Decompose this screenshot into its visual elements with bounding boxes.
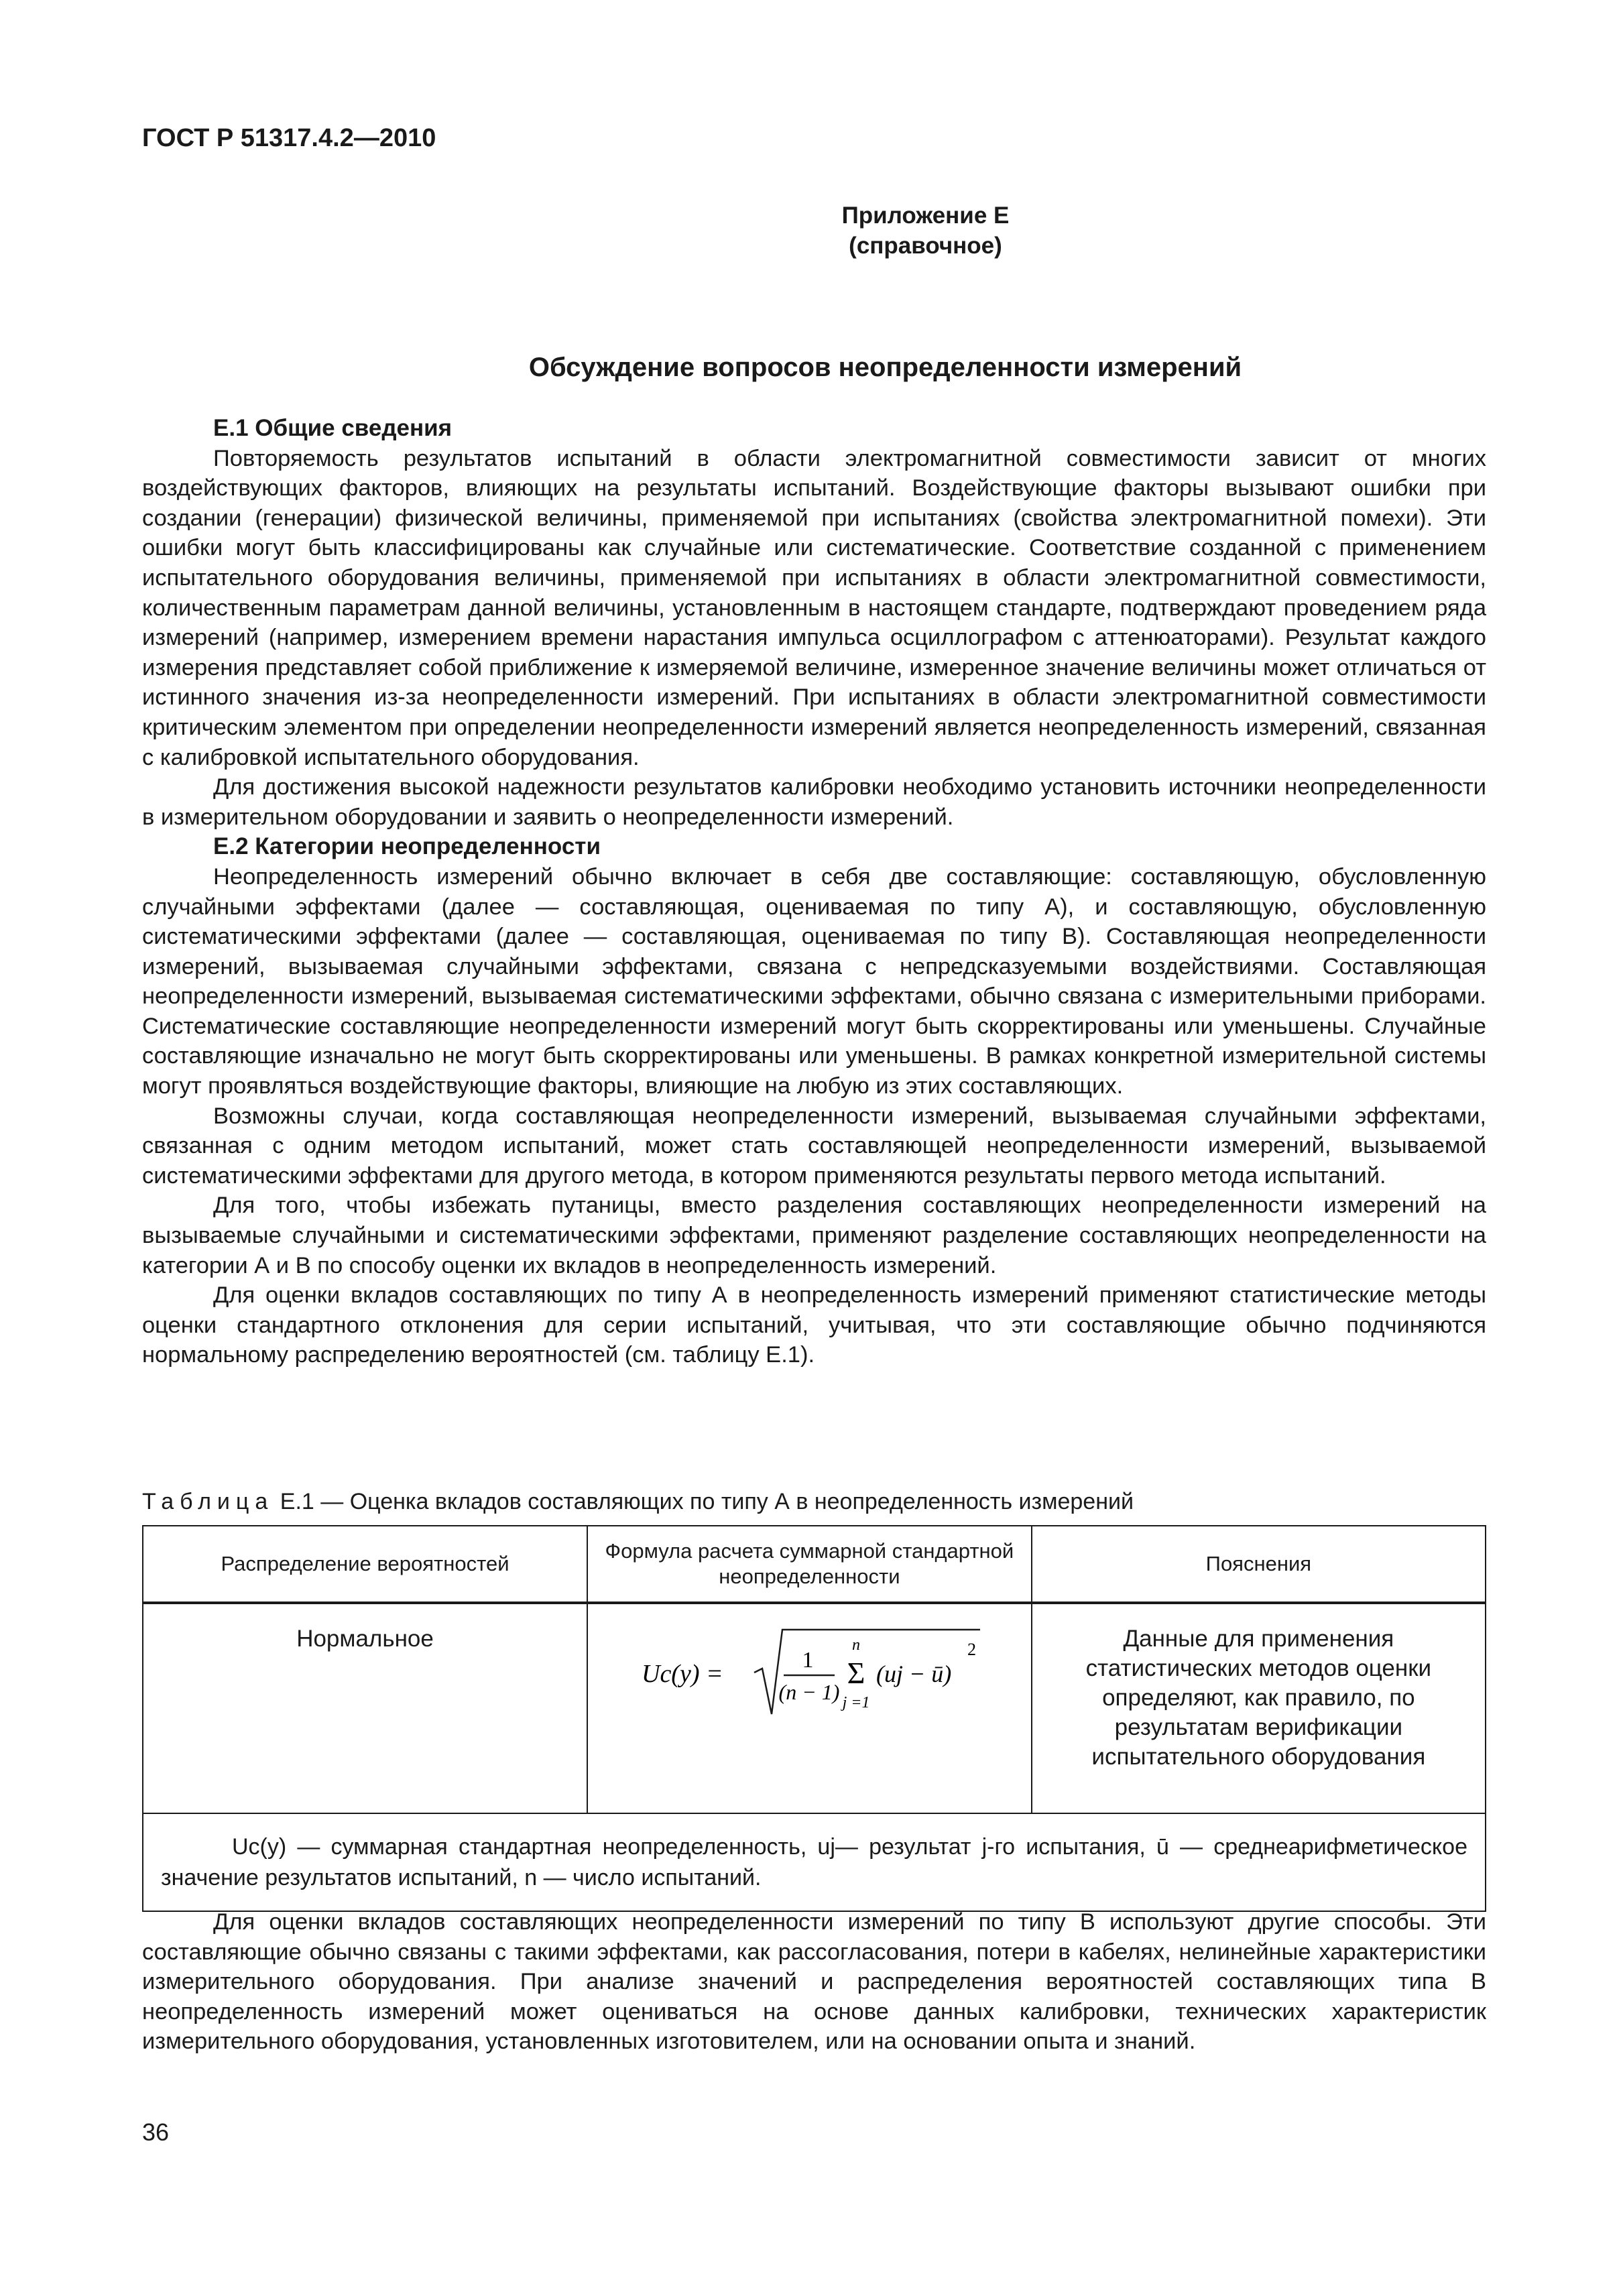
paragraph: Для оценки вкладов составляющих по типу А в неопределенность измерений применяют статистические методы оценки стандартного отклонения для серии испытаний, учитывая, что эти составляющие обычно подчиняются нормальному распределению вероятностей (см. таблицу Е.1). xyxy=(142,1282,1486,1368)
table-header-cell: Распределение вероятностей xyxy=(143,1526,587,1603)
document-code: ГОСТ Р 51317.4.2—2010 xyxy=(142,124,436,152)
appendix-type: (справочное) xyxy=(849,233,1002,259)
paragraph: Для оценки вкладов составляющих неопределенности измерений по типу В используют другие способы. Эти составляющие обычно связаны с такими эффектами, как рассогласования, потери в кабелях, нелинейные характеристики измерительного оборудования. При анализе значений и распределения вероятностей составляющих типа В неопределенность измерений может оцениваться на основе данных калибровки, технических характеристик измерительного оборудования, установленных изготовителем, или на основании опыта и знаний. xyxy=(142,1909,1486,2055)
section-heading: Е.1 Общие сведения xyxy=(213,415,453,441)
explanation-cell: Данные для применения статистических методов оценки определяют, как правило, по результатам верификации испытательного оборудования xyxy=(1032,1603,1486,1813)
table-header-row xyxy=(143,1526,1486,1603)
table-caption-text: Е.1 — Оценка вкладов составляющих по типу А в неопределенность измерений xyxy=(280,1489,1134,1514)
paragraph: Неопределенность измерений обычно включает в себя две составляющие: составляющую, обусловленную случайными эффектами (далее — составляющая, оцениваемая по типу А), и составляющую, обусловленную систематическими эффектами (далее — составляющая, оцениваемая по типу В). Составляющая неопределенности измерений, вызываемая случайными эффектами, связана с непредсказуемыми воздействиями. Составляющая неопределенности измерений, вызываемая систематическими эффектами, обычно связана с измерительными приборами. Систематические составляющие неопределенности измерений могут быть скорректированы или уменьшены. Случайные составляющие изначально не могут быть скорректированы или уменьшены. В рамках конкретной измерительной системы могут проявляться воздействующие факторы, влияющие на любую из этих составляющих. xyxy=(142,863,1486,1099)
formula-graphic xyxy=(635,1620,983,1728)
appendix-label: Приложение Е xyxy=(841,202,1010,229)
paragraph: Для достижения высокой надежности результатов калибровки необходимо установить источники неопределенности в измерительном оборудовании и заявить о неопределенности измерений. xyxy=(142,774,1486,830)
sum-lower-limit: j =1 xyxy=(842,1694,870,1711)
sum-icon: Σ xyxy=(847,1656,865,1690)
paragraph: Повторяемость результатов испытаний в области электромагнитной совместимости зависит от многих воздействующих факторов, влияющих на результаты испытаний. Воздействующие факторы вызывают ошибки при создании (генерации) физической величины, применяемой при испытаниях (свойства электромагнитной помехи). Эти ошибки могут быть классифицированы как случайные или систематические. Соответствие созданной с применением испытательного оборудования величины, применяемой при испытаниях в области электромагнитной совместимости, количественным параметрам данной величины, установленным в настоящем стандарте, подтверждают проведением ряда измерений (например, измерением времени нарастания импульса осциллографом с аттенюаторами). Результат каждого измерения представляет собой приближение к измеряемой величине, измеренное значение величины может отличаться от истинного значения из-за неопределенности измерений. При испытаниях в области электромагнитной совместимости критическим элементом при определении неопределенности измерений является неопределенность измерений, связанная с калибровкой испытательного оборудования. xyxy=(142,445,1486,770)
table-note-text: Uc(y) — суммарная стандартная неопределенность, uj— результат j-го испытания, ū — среднеарифметическое значение результатов испытаний, n — число испытаний. xyxy=(161,1834,1467,1890)
paragraph: Возможны случаи, когда составляющая неопределенности измерений, вызываемая случайными эффектами, связанная с одним методом испытаний, может стать составляющей неопределенности измерений, вызываемой систематическими эффектами для другого метода, в котором применяются результаты первого метода испытаний. xyxy=(142,1103,1486,1189)
main-text xyxy=(142,414,1486,1370)
table-note xyxy=(143,1813,1486,1911)
section-heading: Е.2 Категории неопределенности xyxy=(213,833,601,860)
table-caption-word: Таблица xyxy=(142,1489,274,1514)
after-table-text xyxy=(142,1907,1486,2057)
formula-lhs: Uc(y) = xyxy=(642,1660,724,1688)
table-note-row xyxy=(143,1813,1486,1911)
formula-cell xyxy=(587,1603,1032,1813)
paragraph: Для того, чтобы избежать путаницы, вместо разделения составляющих неопределенности измерений на вызываемые случайными и систематическими эффектами, применяют разделение составляющих неопределенности на категории А и В по способу оценки их вкладов в неопределенность измерений. xyxy=(142,1193,1486,1278)
page-number: 36 xyxy=(142,2118,170,2146)
distribution-cell: Нормальное xyxy=(143,1603,587,1813)
sum-upper-limit: n xyxy=(852,1636,861,1654)
sum-term: (uj − ū) xyxy=(876,1660,952,1687)
table-header-cell: Формула расчета суммарной стандартной неопределенности xyxy=(587,1526,1032,1603)
fraction-denominator: (n − 1) xyxy=(778,1680,840,1704)
uncertainty-table xyxy=(142,1525,1486,1912)
table-row xyxy=(143,1603,1486,1813)
fraction-numerator: 1 xyxy=(802,1648,814,1673)
table-caption xyxy=(142,1489,1134,1515)
table-header-cell: Пояснения xyxy=(1032,1526,1486,1603)
page-title: Обсуждение вопросов неопределенности измерений xyxy=(528,353,1242,382)
exponent: 2 xyxy=(967,1640,977,1659)
